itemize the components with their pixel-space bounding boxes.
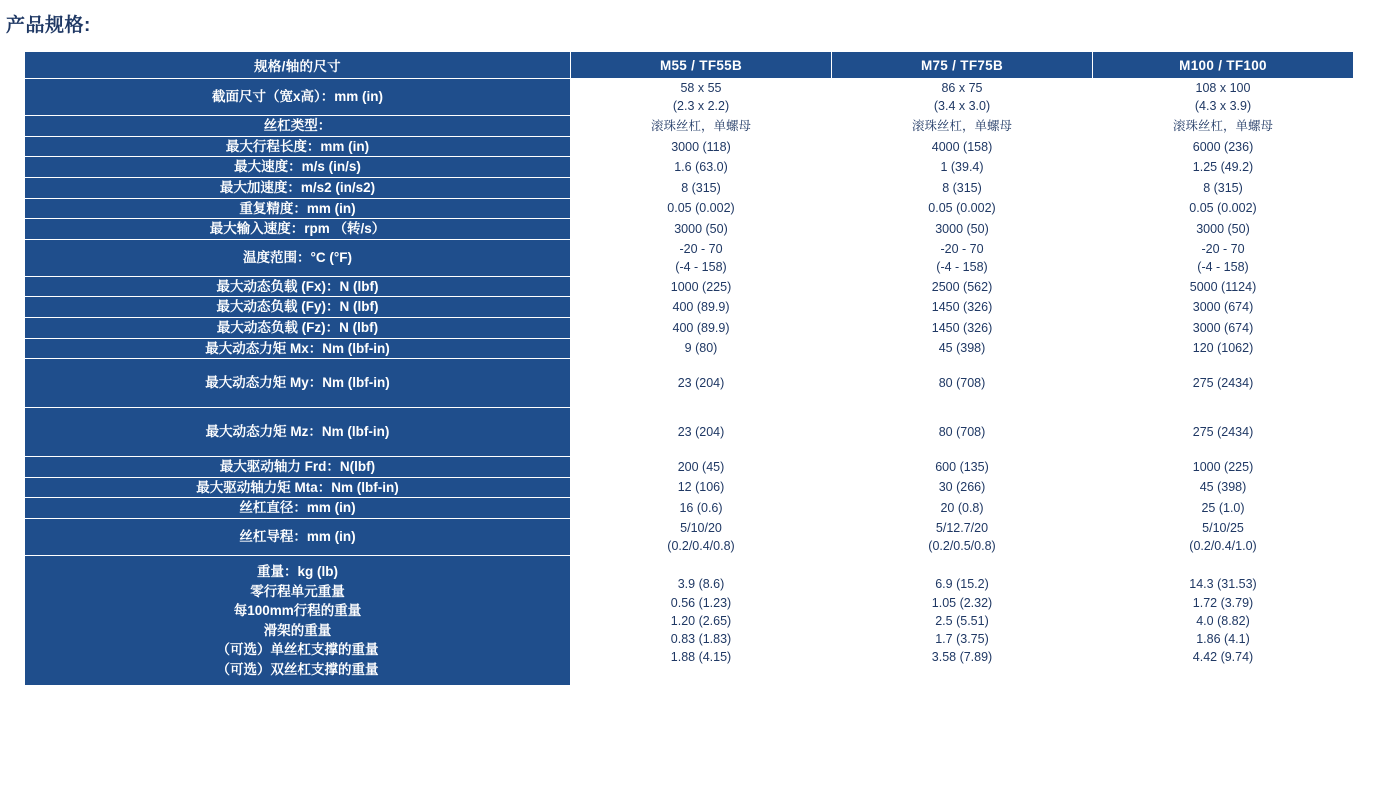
row-value-line: 5000 (1124) bbox=[1189, 279, 1257, 294]
row-value-line: 9 (80) bbox=[684, 341, 718, 356]
row-label bbox=[25, 276, 571, 297]
row-value-line: 8 (315) bbox=[681, 180, 721, 195]
table-row bbox=[25, 116, 1354, 137]
table-row bbox=[25, 136, 1354, 157]
row-value-line: (2.3 x 2.2) bbox=[672, 99, 730, 114]
row-label-line: 重复精度：mm (in) bbox=[239, 200, 356, 216]
row-value bbox=[832, 79, 1093, 116]
row-label-line: 每100mm行程的重量 bbox=[233, 603, 362, 619]
table-row bbox=[25, 408, 1354, 457]
page-title: 产品规格: bbox=[6, 15, 91, 36]
row-label bbox=[25, 157, 571, 178]
row-value-line: 25 (1.0) bbox=[1201, 500, 1245, 515]
column-header-m100: M100 / TF100 bbox=[1093, 52, 1354, 79]
row-value-line: -20 - 70 bbox=[679, 241, 723, 256]
row-value bbox=[571, 198, 832, 219]
row-label-line: 最大动态力矩 My：Nm (lbf-in) bbox=[205, 375, 390, 391]
row-value bbox=[1093, 518, 1354, 555]
row-value-line: 4.42 (9.74) bbox=[1192, 649, 1254, 664]
row-value bbox=[1093, 338, 1354, 359]
row-value-line: 3.58 (7.89) bbox=[931, 649, 993, 664]
row-label bbox=[25, 477, 571, 498]
row-value-line: 1.88 (4.15) bbox=[670, 649, 732, 664]
column-header-m75: M75 / TF75B bbox=[832, 52, 1093, 79]
row-label-line: 丝杠类型： bbox=[263, 118, 332, 134]
row-label-line: 最大输入速度：rpm （转/s） bbox=[209, 221, 386, 237]
row-value bbox=[1093, 116, 1354, 137]
row-value-line: 8 (315) bbox=[1203, 180, 1243, 195]
row-value bbox=[571, 276, 832, 297]
table-row bbox=[25, 359, 1354, 408]
table-row bbox=[25, 518, 1354, 555]
row-value bbox=[832, 136, 1093, 157]
row-label bbox=[25, 198, 571, 219]
row-value-line: 5/10/20 bbox=[680, 520, 722, 535]
row-label-line: 丝杠直径：mm (in) bbox=[239, 500, 356, 516]
row-value-line: 1000 (225) bbox=[670, 279, 732, 294]
row-value-line: 600 (135) bbox=[935, 459, 989, 474]
row-label-line: 丝杠导程：mm (in) bbox=[239, 529, 356, 545]
row-value bbox=[571, 359, 832, 408]
row-value-line: 58 x 55 bbox=[680, 81, 722, 95]
row-label-line: 截面尺寸（宽x高）：mm (in) bbox=[211, 89, 383, 105]
table-header-row bbox=[25, 52, 1354, 79]
row-label-line: 最大驱动轴力 Frd：N(lbf) bbox=[219, 459, 376, 475]
row-value-line: -20 - 70 bbox=[940, 241, 984, 256]
row-value bbox=[1093, 276, 1354, 297]
row-value-line: 400 (89.9) bbox=[672, 300, 730, 315]
row-label bbox=[25, 79, 571, 116]
table-row bbox=[25, 276, 1354, 297]
row-value-line: (0.2/0.5/0.8) bbox=[928, 538, 996, 553]
row-value bbox=[571, 297, 832, 318]
row-value-line: 108 x 100 bbox=[1195, 81, 1251, 95]
spec-table-container bbox=[24, 51, 1354, 686]
row-value bbox=[832, 359, 1093, 408]
row-value bbox=[1093, 79, 1354, 116]
row-value bbox=[832, 116, 1093, 137]
row-label-line: 零行程单元重量 bbox=[250, 583, 345, 599]
row-value-line: 0.05 (0.002) bbox=[667, 201, 735, 216]
row-label-line: 重量：kg (lb) bbox=[257, 564, 338, 580]
row-value-line: 45 (398) bbox=[938, 341, 986, 356]
row-value-line: 23 (204) bbox=[677, 376, 725, 391]
row-value bbox=[1093, 318, 1354, 339]
row-value bbox=[832, 318, 1093, 339]
row-value-line: 45 (398) bbox=[1199, 480, 1247, 495]
table-row bbox=[25, 219, 1354, 240]
row-value bbox=[571, 498, 832, 519]
product-specification-table bbox=[24, 51, 1354, 686]
row-value-line: 5/10/25 bbox=[1202, 520, 1244, 535]
row-value bbox=[832, 498, 1093, 519]
table-row bbox=[25, 338, 1354, 359]
table-row bbox=[25, 239, 1354, 276]
row-value-line: 16 (0.6) bbox=[679, 500, 723, 515]
row-label bbox=[25, 136, 571, 157]
row-value-line: 1.6 (63.0) bbox=[674, 160, 728, 175]
row-value-line: (-4 - 158) bbox=[1197, 259, 1249, 274]
row-label bbox=[25, 239, 571, 276]
row-label-line: 滑架的重量 bbox=[263, 622, 332, 638]
row-value-line: 3000 (674) bbox=[1192, 320, 1254, 335]
row-value-line: 1450 (326) bbox=[931, 300, 993, 315]
row-value-line: 1.25 (49.2) bbox=[1192, 160, 1254, 175]
row-value-line: (4.3 x 3.9) bbox=[1194, 99, 1252, 114]
row-value bbox=[832, 157, 1093, 178]
row-value bbox=[832, 219, 1093, 240]
table-row bbox=[25, 556, 1354, 686]
row-label-line: （可选）双丝杠支撑的重量 bbox=[216, 661, 379, 677]
row-value bbox=[832, 239, 1093, 276]
row-label-line: 最大动态负载 (Fz)：N (lbf) bbox=[216, 320, 379, 335]
row-value bbox=[832, 276, 1093, 297]
row-label bbox=[25, 457, 571, 478]
row-value-line: 3000 (674) bbox=[1192, 300, 1254, 315]
row-value-line: 275 (2434) bbox=[1192, 376, 1254, 391]
row-label bbox=[25, 556, 571, 686]
row-label bbox=[25, 116, 571, 137]
row-label-line: 最大行程长度：mm (in) bbox=[225, 138, 370, 154]
row-value-line: 2500 (562) bbox=[931, 279, 993, 294]
row-value bbox=[832, 556, 1093, 686]
row-value bbox=[571, 157, 832, 178]
row-value-line: 200 (45) bbox=[677, 459, 725, 474]
row-label bbox=[25, 518, 571, 555]
row-value-line: 0.05 (0.002) bbox=[1189, 201, 1257, 216]
row-label bbox=[25, 297, 571, 318]
table-row bbox=[25, 198, 1354, 219]
row-label-line: 温度范围：°C (°F) bbox=[242, 249, 353, 265]
row-value-line: 1.20 (2.65) bbox=[670, 613, 732, 628]
row-value-line: 6.9 (15.2) bbox=[935, 577, 989, 592]
table-row bbox=[25, 318, 1354, 339]
row-label bbox=[25, 318, 571, 339]
row-value-line: 1.05 (2.32) bbox=[931, 595, 993, 610]
table-row bbox=[25, 457, 1354, 478]
row-value bbox=[832, 177, 1093, 198]
table-row bbox=[25, 477, 1354, 498]
row-value-line: 2.5 (5.51) bbox=[935, 613, 989, 628]
row-value-line: 6000 (236) bbox=[1192, 139, 1254, 154]
row-value bbox=[571, 136, 832, 157]
row-value bbox=[571, 477, 832, 498]
row-value-line: (0.2/0.4/1.0) bbox=[1189, 538, 1257, 553]
row-value bbox=[571, 408, 832, 457]
row-label bbox=[25, 408, 571, 457]
row-label-line: 最大动态负载 (Fy)：N (lbf) bbox=[216, 299, 379, 315]
row-value bbox=[832, 338, 1093, 359]
row-value-line: 滚珠丝杠，单螺母 bbox=[911, 118, 1012, 133]
row-value-line: 5/12.7/20 bbox=[935, 520, 989, 535]
row-value-line: 3000 (118) bbox=[671, 139, 731, 154]
row-value-line: 12 (106) bbox=[677, 480, 725, 495]
row-value bbox=[832, 408, 1093, 457]
table-row bbox=[25, 498, 1354, 519]
row-value-line: 1000 (225) bbox=[1192, 459, 1254, 474]
row-label-line: 最大动态力矩 Mx：Nm (lbf-in) bbox=[205, 340, 390, 356]
row-value-line: (3.4 x 3.0) bbox=[933, 99, 991, 114]
row-value-line: 120 (1062) bbox=[1192, 341, 1254, 356]
row-value bbox=[832, 477, 1093, 498]
table-row bbox=[25, 79, 1354, 116]
row-value-line: -20 - 70 bbox=[1201, 241, 1245, 256]
row-label-line: 最大加速度：m/s2 (in/s2) bbox=[219, 179, 376, 195]
row-value-line: 滚珠丝杠，单螺母 bbox=[1172, 118, 1273, 133]
row-value bbox=[571, 457, 832, 478]
row-value-line: 8 (315) bbox=[942, 180, 982, 195]
row-label-line: （可选）单丝杠支撑的重量 bbox=[216, 642, 379, 658]
row-value bbox=[832, 518, 1093, 555]
row-value-line: 275 (2434) bbox=[1192, 425, 1254, 440]
row-label-line: 最大动态力矩 Mz：Nm (lbf-in) bbox=[205, 424, 390, 440]
table-row bbox=[25, 297, 1354, 318]
row-value-line: 0.56 (1.23) bbox=[670, 595, 732, 610]
column-header-m55: M55 / TF55B bbox=[571, 52, 832, 79]
row-value-line: 1.86 (4.1) bbox=[1196, 631, 1250, 646]
row-value bbox=[1093, 219, 1354, 240]
row-value bbox=[571, 338, 832, 359]
row-value-line: 0.83 (1.83) bbox=[670, 631, 732, 646]
row-value-line: 1450 (326) bbox=[931, 320, 993, 335]
row-label bbox=[25, 177, 571, 198]
row-label bbox=[25, 498, 571, 519]
column-header-spec: 规格/轴的尺寸 bbox=[25, 52, 571, 79]
row-label-line: 最大驱动轴力矩 Mta：Nm (lbf-in) bbox=[196, 479, 399, 495]
row-value-line: (-4 - 158) bbox=[675, 259, 727, 274]
row-value bbox=[571, 219, 832, 240]
row-value bbox=[1093, 556, 1354, 686]
table-row bbox=[25, 157, 1354, 178]
row-value bbox=[571, 116, 832, 137]
row-value-line: 0.05 (0.002) bbox=[928, 201, 996, 216]
row-value-line: 1.72 (3.79) bbox=[1192, 595, 1254, 610]
table-row bbox=[25, 177, 1354, 198]
row-value bbox=[1093, 198, 1354, 219]
row-value-line: 80 (708) bbox=[938, 376, 986, 391]
row-value bbox=[1093, 408, 1354, 457]
row-value bbox=[1093, 477, 1354, 498]
row-value bbox=[571, 556, 832, 686]
row-value-line: 30 (266) bbox=[938, 480, 986, 495]
row-value bbox=[571, 79, 832, 116]
row-value-line: 1.7 (3.75) bbox=[935, 631, 989, 646]
row-value-line: (0.2/0.4/0.8) bbox=[667, 538, 735, 553]
row-value-line: 80 (708) bbox=[938, 425, 986, 440]
row-value-line: 14.3 (31.53) bbox=[1189, 577, 1257, 592]
row-value bbox=[832, 297, 1093, 318]
row-value-line: 23 (204) bbox=[677, 425, 725, 440]
row-value bbox=[832, 457, 1093, 478]
row-label-line: 最大动态负载 (Fx)：N (lbf) bbox=[216, 278, 379, 294]
row-value-line: (-4 - 158) bbox=[936, 259, 988, 274]
row-label bbox=[25, 219, 571, 240]
row-value-line: 滚珠丝杠，单螺母 bbox=[650, 118, 751, 133]
row-value bbox=[571, 239, 832, 276]
row-value-line: 4000 (158) bbox=[931, 139, 993, 154]
row-value bbox=[571, 318, 832, 339]
row-value-line: 20 (0.8) bbox=[940, 500, 984, 515]
table-body bbox=[25, 79, 1354, 686]
row-value bbox=[832, 198, 1093, 219]
row-value-line: 3000 (50) bbox=[935, 221, 989, 236]
row-label bbox=[25, 359, 571, 408]
row-value-line: 86 x 75 bbox=[941, 81, 983, 95]
row-value-line: 1 (39.4) bbox=[940, 160, 984, 175]
row-value bbox=[571, 177, 832, 198]
row-value bbox=[1093, 157, 1354, 178]
row-value-line: 3000 (50) bbox=[1196, 221, 1250, 236]
row-value bbox=[571, 518, 832, 555]
row-value-line: 3000 (50) bbox=[674, 221, 728, 236]
row-value-line: 4.0 (8.82) bbox=[1196, 613, 1250, 628]
row-value bbox=[1093, 457, 1354, 478]
row-value bbox=[1093, 177, 1354, 198]
row-label-line: 最大速度：m/s (in/s) bbox=[234, 159, 361, 175]
row-value bbox=[1093, 359, 1354, 408]
row-value bbox=[1093, 297, 1354, 318]
row-value bbox=[1093, 498, 1354, 519]
row-value-line: 400 (89.9) bbox=[672, 320, 730, 335]
row-value bbox=[1093, 136, 1354, 157]
row-value bbox=[1093, 239, 1354, 276]
row-value-line: 3.9 (8.6) bbox=[677, 577, 725, 592]
row-label bbox=[25, 338, 571, 359]
